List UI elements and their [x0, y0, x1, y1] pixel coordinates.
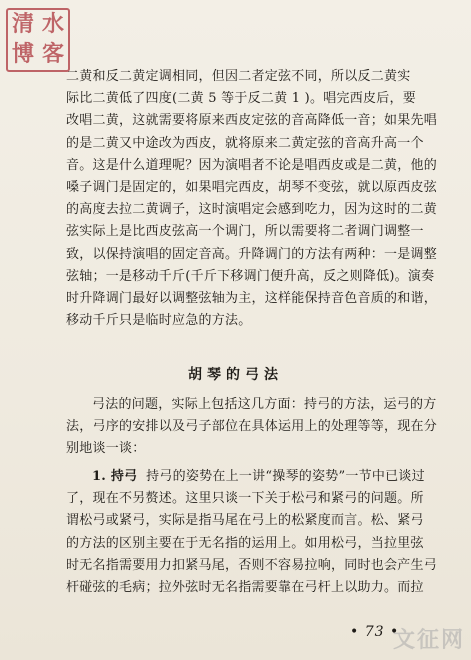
text-line: 致，以保持演唱的固定音高。升降调门的方法有两种：一是调整	[66, 246, 438, 262]
section-title: 胡琴的弓法	[188, 367, 283, 383]
text-line: 弦实际上是比西皮弦高一个调门，所以需要将二者调门调整一	[66, 224, 424, 240]
text-line: 的高度去拉二黄调子，这时演唱定会感到吃力，因为这时的二黄	[66, 202, 438, 218]
text-line: 杆碰弦的毛病；拉外弦时无名指需要靠在弓杆上以助力。而拉	[66, 580, 424, 596]
text-line: 了，现在不另赘述。这里只谈一下关于松弓和紧弓的问题。所	[66, 491, 424, 507]
paragraph-bowing-intro	[66, 394, 446, 461]
stamp-char: 客	[41, 42, 64, 67]
paragraph-tuning	[66, 66, 446, 332]
page-number: • 73 •	[350, 624, 400, 640]
text-line: 移动千斤只是临时应急的方法。	[66, 313, 252, 329]
watermark-logo: 文征网	[392, 628, 465, 653]
text-line: 际比二黄低了四度(二黄 5 等于反二黄 1 )。唱完西皮后，要	[66, 91, 416, 107]
text-line: 弦轴；一是移动千斤(千斤下移调门便升高，反之则降低)。演奏	[66, 268, 435, 284]
stamp-char: 博	[11, 42, 34, 67]
text-line: 别地谈一谈：	[66, 441, 146, 457]
text-line: 音。这是什么道理呢？因为演唱者不论是唱西皮或是二黄，他的	[66, 157, 438, 173]
text-line	[66, 466, 446, 488]
text-line: 嗓子调门是固定的，如果唱完西皮，胡琴不变弦，就以原西皮弦	[66, 180, 438, 196]
text-line: 时升降调门最好以调整弦轴为主，这样能保持音色音质的和谐，	[66, 291, 438, 307]
stamp-char: 清	[11, 12, 34, 37]
text-line: 二黄和反二黄定调相同，但因二者定弦不同，所以反二黄实	[66, 69, 411, 84]
text-line: 弓法的问题，实际上包括这几方面：持弓的方法，运弓的方	[92, 397, 437, 412]
text-line: 的是二黄又中途改为西皮，就将原来二黄定弦的音高升高一个	[66, 135, 424, 151]
text-line: 时无名指需要用力扣紧马尾，否则不容易拉响，同时也会产生弓	[66, 557, 438, 573]
text-line: 法，弓序的安排以及弓子部位在具体运用上的处理等等，现在分	[66, 419, 438, 435]
stamp-char: 水	[41, 12, 64, 37]
item-label: 1. 持弓	[92, 469, 138, 484]
text-line: 的方法的区别主要在于无名指的运用上。如用松弓，当拉里弦	[66, 535, 424, 551]
text-line: 改唱二黄，这就需要将原来西皮定弦的音高降低一音；如果先唱	[66, 113, 438, 129]
seal-stamp	[6, 8, 70, 72]
paragraph-holding-bow	[66, 466, 446, 599]
text-span: 持弓的姿势在上一讲“操琴的姿势”一节中已谈过	[146, 469, 425, 484]
text-line: 谓松弓或紧弓，实际是指马尾在弓上的松紧度而言。松、紧弓	[66, 513, 424, 529]
